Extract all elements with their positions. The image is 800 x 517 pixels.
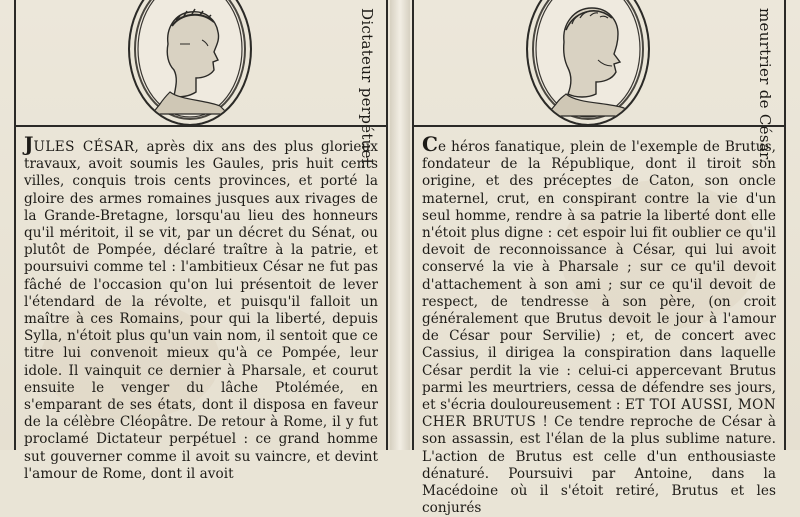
- brutus-caption: meurtrier de César.: [756, 8, 774, 163]
- caesar-name: ULES CÉSAR: [33, 139, 135, 155]
- brutus-tail: Ce tendre reproche de César à son assassin, est l'élan de la plus sublime nature. L'action de Brutus est celle d'un enthousiaste dénaturé. Poursuivi par Antoine, dans la Macédoine où il s'étoit retiré, Brutus et les conjurés: [422, 414, 776, 517]
- caesar-body: , après dix ans des plus glorieux travaux, avoit soumis les Gaules, pris huit cents villes, conquis trois cents provinces, et porté la gloire des armes romaines jusques aux rivages de la Grande-Bretagne, lorsqu'au lieu des honneurs qu'il méritoit, il se vit, par un décret du Sénat, ou plutôt de Pompée, déclaré traître à la patrie, et poursuivi comme tel : l'ambitieux César ne fut pas fâché de l'occasion qu'on lui présentoit de lever l'étendard de la révolte, et puisqu'il falloit un maître à ces Romains, pour qui la liberté, depuis Sylla, n'étoit plus qu'un vain nom, il sentoit que ce titre lui convenoit mieux qu'à ce Pompée, leur idole. Il vainquit ce dernier à Pharsale, et courut ensuite le venger du lâche Ptolémée, en s'emparant de ses états, dont il disposa en faveur de la célèbre Cléopâtre. De retour à Rome, il y fut proclamé Dictateur perpétuel : ce grand homme sut gouverner comme il avoit su vaincre, et devint l'amour de Rome, dont il avoit: [24, 139, 379, 482]
- brutus-portrait-icon: [526, 0, 650, 126]
- caesar-portrait-icon: [128, 0, 252, 126]
- caesar-caption: Dictateur perpétuel.: [358, 8, 376, 169]
- brutus-biography-text: [422, 134, 776, 517]
- column-divider-line: [16, 125, 386, 127]
- column-divider-line: [414, 125, 784, 127]
- drop-cap: J: [24, 132, 34, 156]
- caesar-portrait-drawing: [130, 0, 250, 124]
- brutus-portrait-drawing: [528, 0, 648, 124]
- left-column-caesar: [14, 0, 388, 482]
- right-column-brutus: [412, 0, 786, 517]
- brutus-lead: e héros fanatique, plein de l'exemple de Brutus, fondateur de la République, dont il tiroit son origine, et des préceptes de Caton, son oncle maternel, crut, en conspirant contre la vie d'un seul homme, rendre à sa patrie la liberté dont elle n'étoit plus digne : cet espoir lui fit oublier ce qu'il devoit de reconnoissance à César, qui lui avoit conservé la vie à Pharsale ; sur ce qu'il devoit d'attachement à son ami ; sur ce qu'il devoit de respect, de tendresse à son père, (on croit généralement que Brutus devoit le jour à l'amour de César pour Servilie) ; et, de concert avec Cassius, il dirigea la conspiration dans laquelle César perdit la vie : celui-ci appercevant Brutus parmi les meurtriers, cessa de défendre ses jours, et s'écria douloureusement :: [422, 139, 776, 414]
- page-gutter: [390, 0, 410, 450]
- caesar-biography-text: [24, 134, 378, 483]
- famous-quote: ET TOI AUSSI, MON CHER BRUTUS !: [422, 397, 776, 431]
- drop-cap: C: [422, 132, 438, 156]
